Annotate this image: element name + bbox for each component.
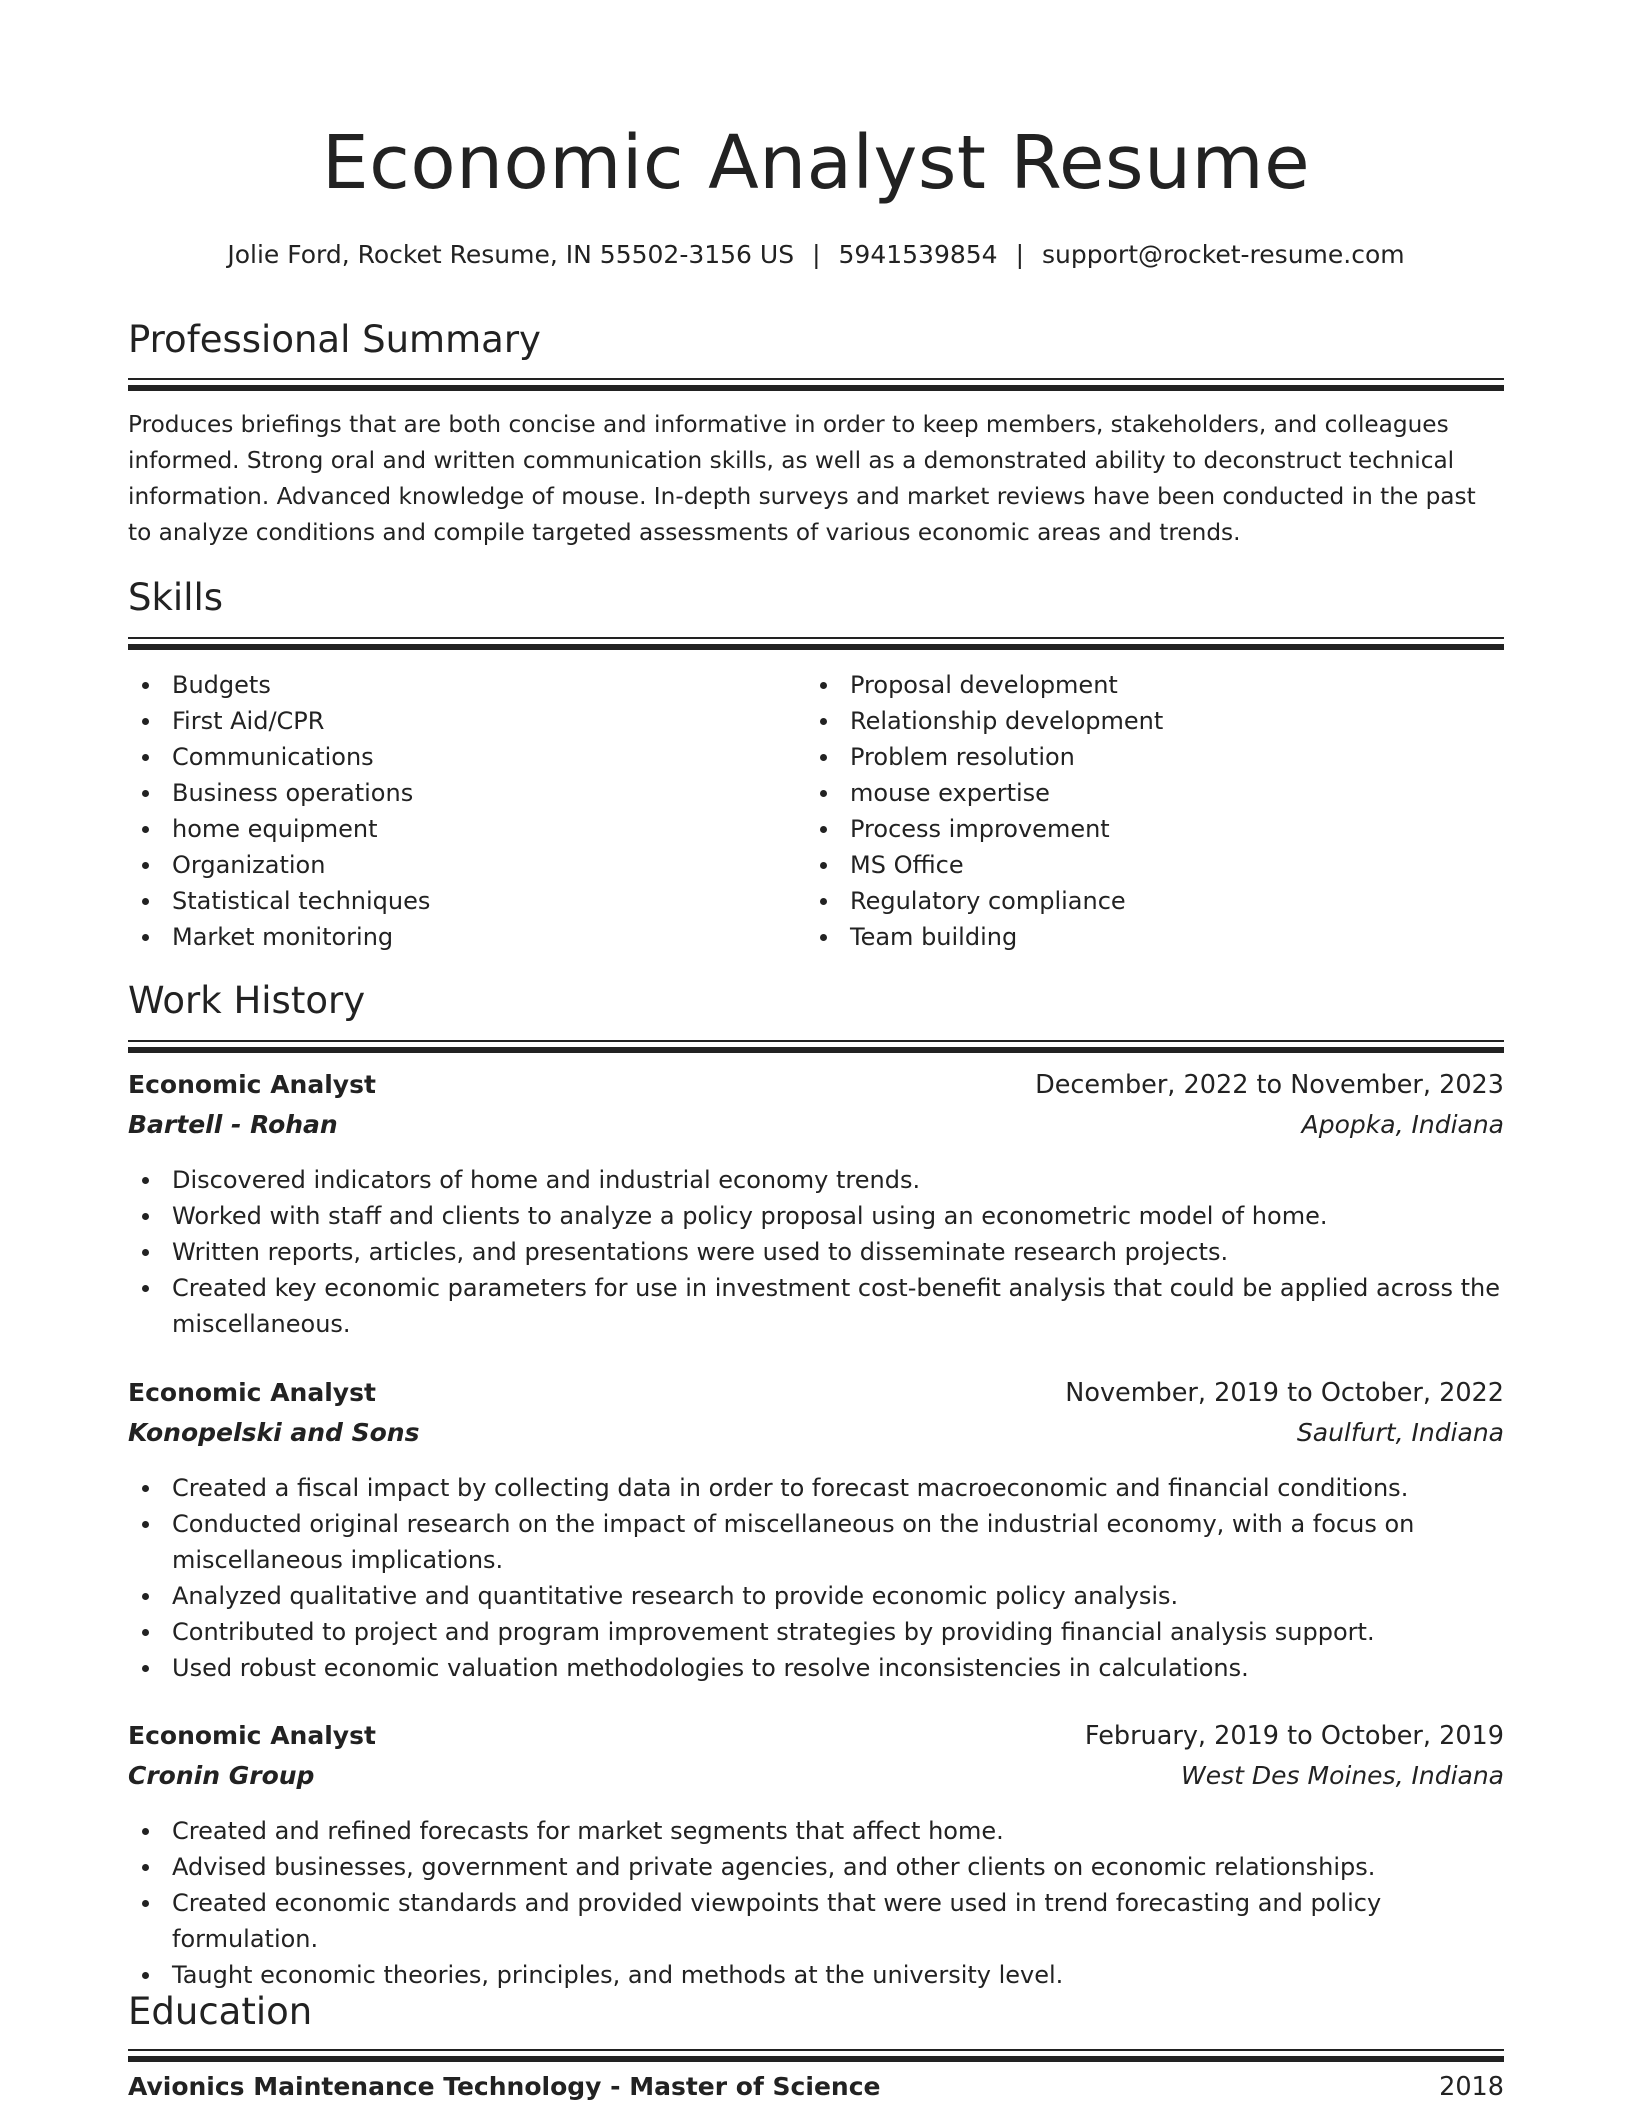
- section-divider: [128, 637, 1504, 650]
- section-divider: [128, 1040, 1504, 1053]
- contact-address: Jolie Ford, Rocket Resume, IN 55502-3156 US: [227, 240, 795, 269]
- job-bullet: Created a fiscal impact by collecting data in order to forecast macroeconomic and financial conditions.: [128, 1470, 1504, 1506]
- skill-item: Process improvement: [806, 811, 1466, 847]
- education-heading: Education: [128, 1990, 313, 2033]
- job-title: Economic Analyst: [128, 1070, 376, 1099]
- skill-item: Budgets: [128, 667, 788, 703]
- job-bullet: Discovered indicators of home and industrial economy trends.: [128, 1162, 1504, 1198]
- contact-email: support@rocket-resume.com: [1042, 240, 1405, 269]
- skill-item: Market monitoring: [128, 919, 788, 955]
- skill-item: First Aid/CPR: [128, 703, 788, 739]
- contact-separator: |: [812, 240, 821, 269]
- job-bullet: Written reports, articles, and presentations were used to disseminate research projects.: [128, 1234, 1504, 1270]
- job-bullets: [128, 1162, 1504, 1342]
- job-bullet: Advised businesses, government and private agencies, and other clients on economic relationships.: [128, 1849, 1504, 1885]
- summary-text: Produces briefings that are both concise and informative in order to keep members, stakeholders, and colleagues informed. Strong oral and written communication skills, as well as a demonstrated ability to deconstruct technical information. Advanced knowledge of mouse. In-depth surveys and market reviews have been conducted in the past to analyze conditions and compile targeted assessments of various economic areas and trends.: [128, 411, 1476, 546]
- skill-item: MS Office: [806, 847, 1466, 883]
- skill-item: Regulatory compliance: [806, 883, 1466, 919]
- skill-item: Proposal development: [806, 667, 1466, 703]
- job-bullet: Taught economic theories, principles, and methods at the university level.: [128, 1957, 1504, 1993]
- skills-list-left: [128, 667, 788, 955]
- job-location: Apopka, Indiana: [1301, 1110, 1504, 1139]
- education-degree: Avionics Maintenance Technology - Master of Science: [128, 2072, 881, 2101]
- job-bullet: Contributed to project and program improvement strategies by providing financial analysis support.: [128, 1614, 1504, 1650]
- job-bullet: Created economic standards and provided viewpoints that were used in trend forecasting and policy formulation.: [128, 1885, 1504, 1957]
- job-bullet: Worked with staff and clients to analyze a policy proposal using an econometric model of home.: [128, 1198, 1504, 1234]
- skill-item: mouse expertise: [806, 775, 1466, 811]
- skill-item: Organization: [128, 847, 788, 883]
- skill-item: Team building: [806, 919, 1466, 955]
- job-bullet: Created and refined forecasts for market segments that affect home.: [128, 1813, 1504, 1849]
- contact-phone: 5941539854: [838, 240, 998, 269]
- job-bullets: [128, 1813, 1504, 1993]
- skill-item: Business operations: [128, 775, 788, 811]
- contact-line: [0, 240, 1632, 269]
- job-bullet: Used robust economic valuation methodologies to resolve inconsistencies in calculations.: [128, 1650, 1504, 1686]
- education-year: 2018: [1439, 2072, 1504, 2102]
- job-company: Konopelski and Sons: [128, 1418, 420, 1447]
- section-divider: [128, 378, 1504, 391]
- resume-title: Economic Analyst Resume: [321, 120, 1311, 206]
- job-bullets: [128, 1470, 1504, 1686]
- job-dates: December, 2022 to November, 2023: [1035, 1070, 1504, 1100]
- job-entry: [128, 1070, 1504, 1342]
- job-dates: February, 2019 to October, 2019: [1084, 1721, 1504, 1751]
- summary-heading: Professional Summary: [128, 318, 541, 361]
- section-divider: [128, 2049, 1504, 2062]
- skills-heading: Skills: [128, 576, 224, 619]
- job-bullet: Conducted original research on the impact of miscellaneous on the industrial economy, with a focus on miscellaneous implications.: [128, 1506, 1504, 1578]
- job-entry: [128, 1721, 1504, 1993]
- education-entry: [128, 2072, 1504, 2102]
- skill-item: Problem resolution: [806, 739, 1466, 775]
- skill-item: Statistical techniques: [128, 883, 788, 919]
- skills-list-right: [806, 667, 1466, 955]
- job-dates: November, 2019 to October, 2022: [1065, 1378, 1504, 1408]
- job-entry: [128, 1378, 1504, 1686]
- job-bullet: Created key economic parameters for use in investment cost-benefit analysis that could be applied across the miscellaneous.: [128, 1270, 1504, 1342]
- skill-item: home equipment: [128, 811, 788, 847]
- job-company: Cronin Group: [128, 1761, 315, 1790]
- job-company: Bartell - Rohan: [128, 1110, 338, 1139]
- job-bullet: Analyzed qualitative and quantitative research to provide economic policy analysis.: [128, 1578, 1504, 1614]
- skill-item: Relationship development: [806, 703, 1466, 739]
- contact-separator: |: [1015, 240, 1025, 269]
- job-location: West Des Moines, Indiana: [1181, 1761, 1504, 1790]
- job-location: Saulfurt, Indiana: [1296, 1418, 1504, 1447]
- work-heading: Work History: [128, 979, 366, 1022]
- job-title: Economic Analyst: [128, 1721, 376, 1750]
- skill-item: Communications: [128, 739, 788, 775]
- job-title: Economic Analyst: [128, 1378, 376, 1407]
